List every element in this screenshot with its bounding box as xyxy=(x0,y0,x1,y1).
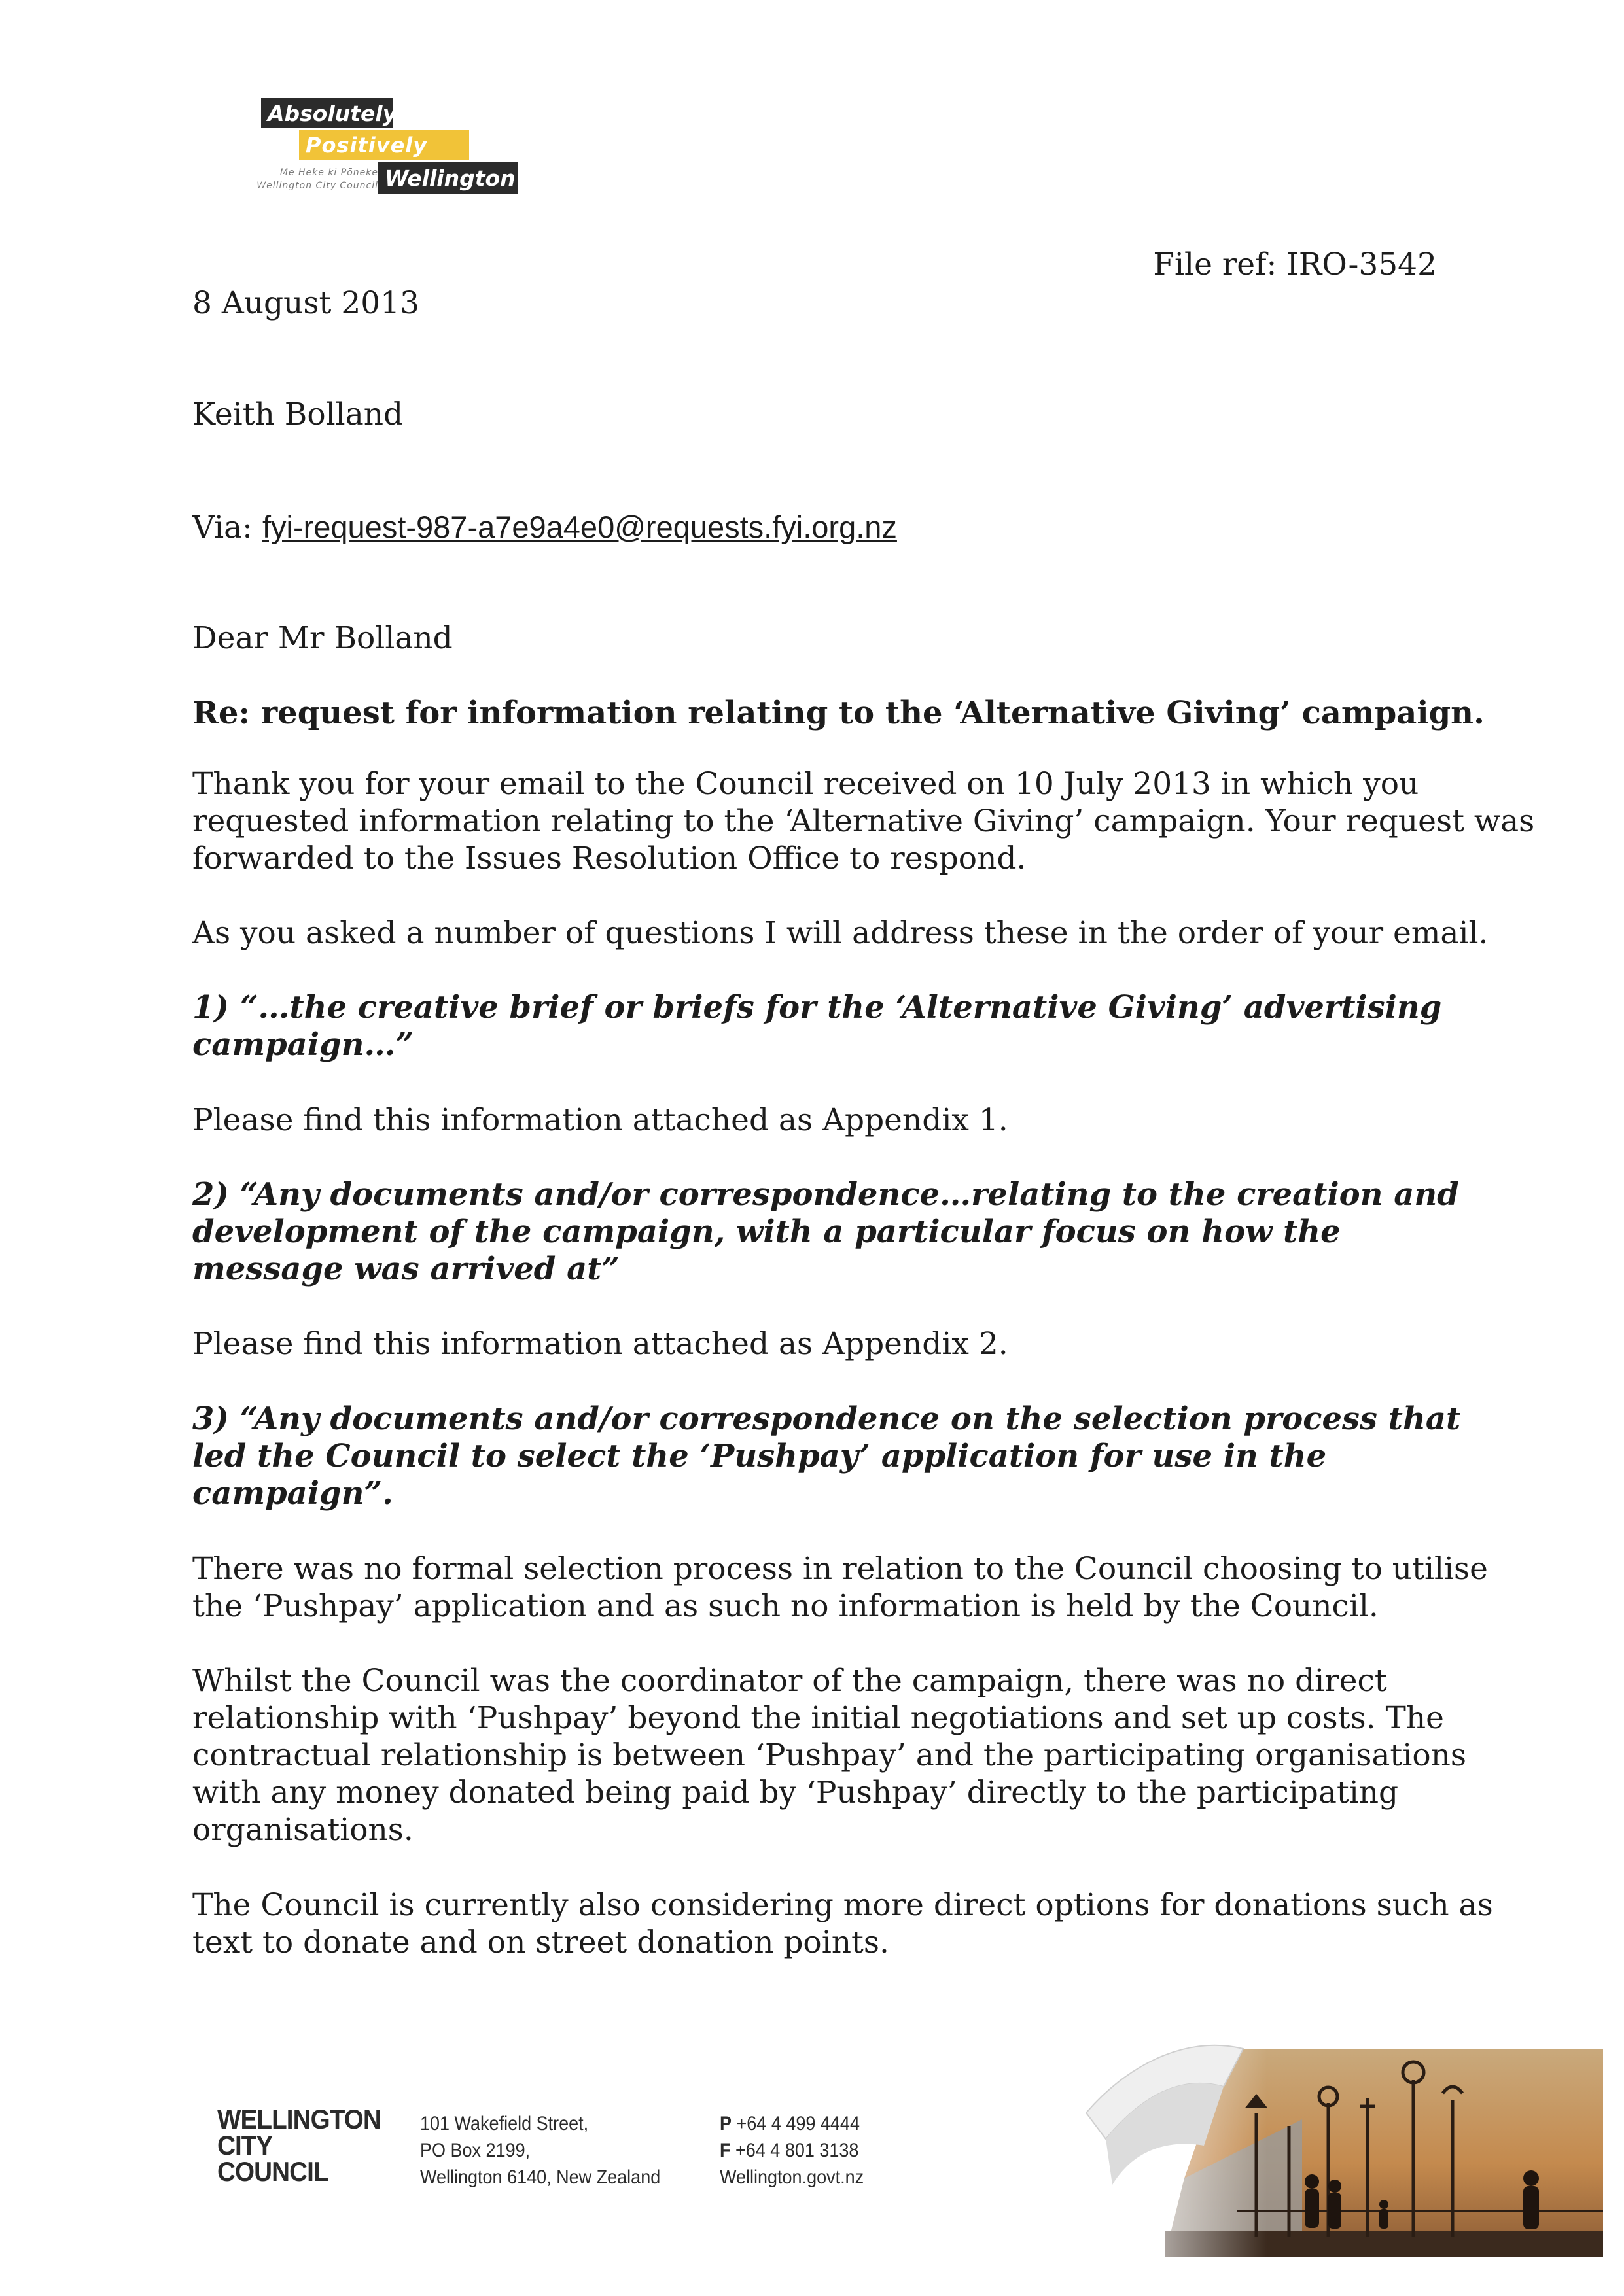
answer-3 xyxy=(192,1550,1488,1625)
text-line: development of the campaign, with a particular focus on how the xyxy=(192,1213,1341,1250)
subject-line: Re: request for information relating to the ‘Alternative Giving’ campaign. xyxy=(192,695,1485,731)
footer-contact xyxy=(720,2110,864,2191)
fax-number: +64 4 801 3138 xyxy=(735,2140,859,2161)
question-1 xyxy=(192,989,1475,1064)
text-line: PO Box 2199, xyxy=(420,2140,531,2161)
phone-label: P xyxy=(720,2113,732,2134)
recipient-name: Keith Bolland xyxy=(192,396,404,432)
text-line: text to donate and on street donation points. xyxy=(192,1924,889,1960)
text-line: 1) “…the creative brief or briefs for the ‘Alternative Giving’ advertising xyxy=(192,989,1442,1026)
file-reference: File ref: IRO-3542 xyxy=(1153,247,1437,283)
footer-fax xyxy=(720,2137,864,2164)
letter-date: 8 August 2013 xyxy=(192,285,419,321)
text-line: Wellington 6140, New Zealand xyxy=(420,2166,661,2188)
text-line: As you asked a number of questions I will address these in the order of your email. xyxy=(192,915,1489,951)
questions-intro-paragraph xyxy=(192,914,1489,952)
text-line: WELLINGTON xyxy=(217,2104,381,2134)
text-line: relationship with ‘Pushpay’ beyond the initial negotiations and set up costs. The xyxy=(192,1700,1444,1736)
text-line: led the Council to select the ‘Pushpay’ application for use in the xyxy=(192,1438,1327,1474)
phone-number: +64 4 499 4444 xyxy=(736,2113,860,2134)
salutation: Dear Mr Bolland xyxy=(192,620,453,656)
text-line: the ‘Pushpay’ application and as such no information is held by the Council. xyxy=(192,1588,1379,1624)
text-line: 3) “Any documents and/or correspondence on the selection process that xyxy=(192,1400,1461,1437)
via-email-link[interactable]: fyi-request-987-a7e9a4e0@requests.fyi.org.nz xyxy=(262,510,897,544)
answer-1 xyxy=(192,1102,1475,1139)
text-line: campaign…” xyxy=(192,1026,414,1063)
text-line: Whilst the Council was the coordinator of the campaign, there was no direct xyxy=(192,1663,1387,1699)
footer-phone xyxy=(720,2110,864,2137)
via-label: Via: xyxy=(192,510,262,546)
footer-council-name xyxy=(217,2106,381,2185)
footer-address xyxy=(420,2110,660,2191)
text-line: Thank you for your email to the Council received on 10 July 2013 in which you xyxy=(192,766,1419,802)
fax-label: F xyxy=(720,2140,731,2161)
footer-website[interactable]: Wellington.govt.nz xyxy=(720,2166,864,2188)
text-line: contractual relationship is between ‘Pushpay’ and the participating organisations xyxy=(192,1737,1467,1773)
relationship-paragraph xyxy=(192,1662,1475,1849)
options-paragraph xyxy=(192,1887,1493,1961)
logo-maori-tagline: Me Heke ki Pōneke xyxy=(279,167,378,178)
text-line: There was no formal selection process in relation to the Council choosing to utilise xyxy=(192,1551,1488,1587)
text-line: campaign”. xyxy=(192,1475,393,1512)
text-line: with any money donated being paid by ‘Pushpay’ directly to the participating xyxy=(192,1775,1399,1811)
logo-absolutely: Absolutely xyxy=(261,98,393,128)
text-line: Please find this information attached as Appendix 1. xyxy=(192,1102,1008,1138)
answer-2 xyxy=(192,1325,1475,1363)
logo-wellington: Wellington xyxy=(378,162,518,194)
text-line: message was arrived at” xyxy=(192,1251,620,1287)
text-line: Please find this information attached as Appendix 2. xyxy=(192,1326,1008,1362)
intro-paragraph xyxy=(192,765,1535,877)
text-line: requested information relating to the ‘Alternative Giving’ campaign. Your request was xyxy=(192,803,1535,839)
via-line xyxy=(192,508,897,546)
logo-positively: Positively xyxy=(299,130,469,160)
council-logo xyxy=(209,98,523,203)
question-3 xyxy=(192,1400,1475,1512)
question-2 xyxy=(192,1176,1475,1288)
text-line: The Council is currently also considering more direct options for donations such as xyxy=(192,1887,1493,1923)
text-line: CITY xyxy=(217,2130,273,2161)
logo-council-name: Wellington City Council xyxy=(256,181,378,191)
text-line: organisations. xyxy=(192,1812,414,1848)
text-line: 2) “Any documents and/or correspondence…relating to the creation and xyxy=(192,1176,1459,1213)
text-line: forwarded to the Issues Resolution Office to respond. xyxy=(192,841,1027,877)
text-line: COUNCIL xyxy=(217,2156,328,2187)
footer-waterfront-image xyxy=(1086,2015,1603,2257)
text-line: 101 Wakefield Street, xyxy=(420,2113,589,2134)
